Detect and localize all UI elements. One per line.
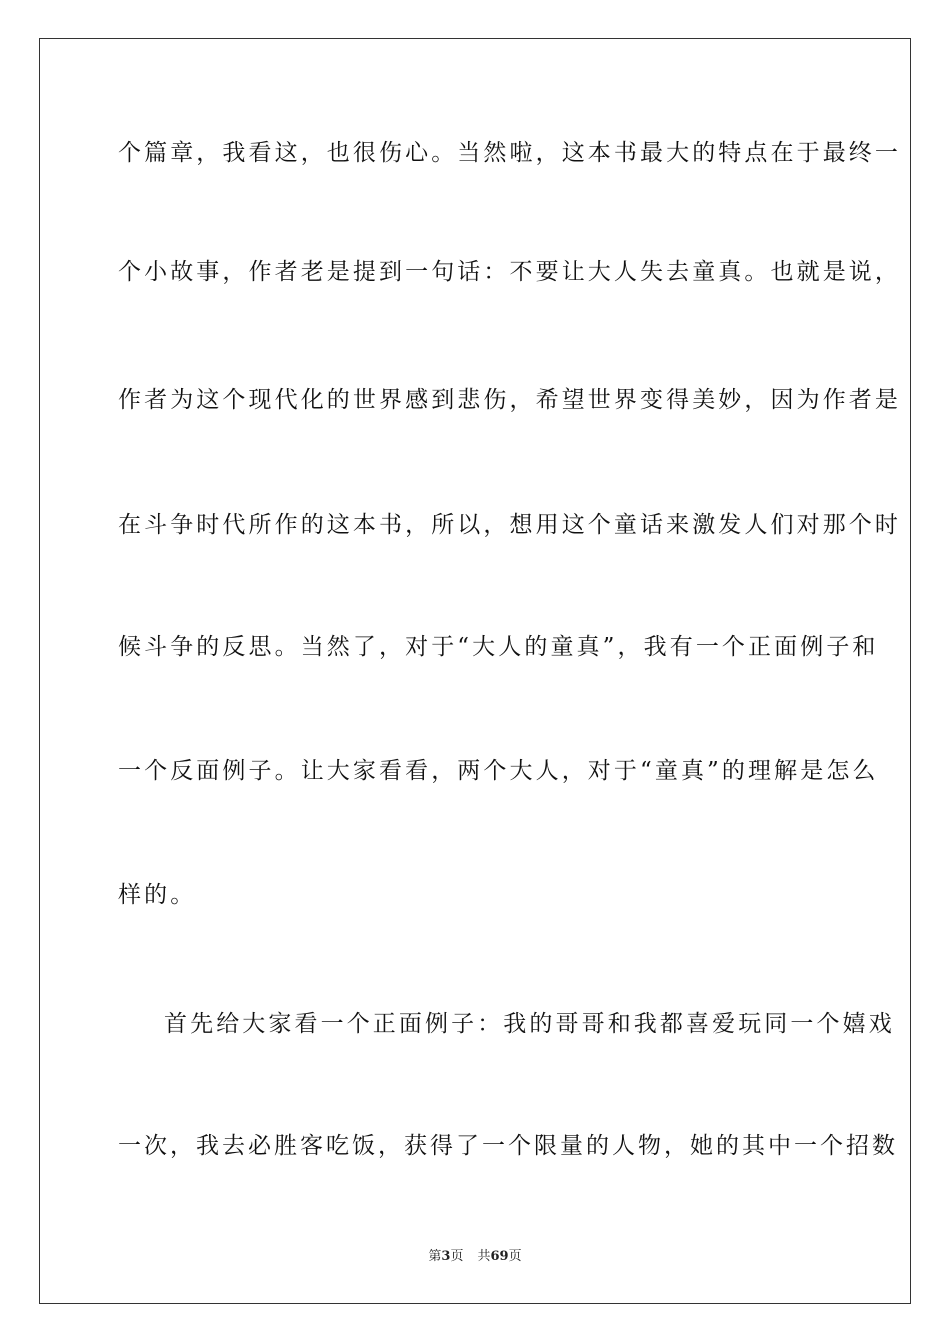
total-suffix: 页	[508, 1249, 522, 1264]
body-line-2: 个小故事，作者老是提到一句话：不要让大人失去童真。也就是说，	[118, 259, 901, 285]
body-line-7: 样的。	[118, 882, 197, 908]
page-frame	[39, 38, 911, 1304]
total-pages: 69	[490, 1249, 509, 1264]
body-line-6: 一个反面例子。让大家看看，两个大人，对于“童真”的理解是怎么	[118, 758, 879, 784]
body-line-1: 个篇章，我看这，也很伤心。当然啦，这本书最大的特点在于最终一	[118, 140, 901, 166]
page-number: 3	[441, 1249, 451, 1264]
page-suffix: 页	[450, 1249, 464, 1264]
body-line-3: 作者为这个现代化的世界感到悲伤，希望世界变得美妙，因为作者是	[118, 387, 901, 413]
page-prefix: 第	[428, 1249, 442, 1264]
paragraph-first-line: 首先给大家看一个正面例子：我的哥哥和我都喜爱玩同一个嬉戏	[164, 1011, 895, 1037]
body-line-5: 候斗争的反思。当然了，对于“大人的童真”，我有一个正面例子和	[118, 634, 879, 660]
page-footer	[0, 1248, 950, 1266]
body-line-4: 在斗争时代所作的这本书，所以，想用这个童话来激发人们对那个时	[118, 512, 901, 538]
body-line-9: 一次，我去必胜客吃饭，获得了一个限量的人物，她的其中一个招数	[118, 1133, 898, 1159]
total-prefix: 共	[477, 1249, 491, 1264]
